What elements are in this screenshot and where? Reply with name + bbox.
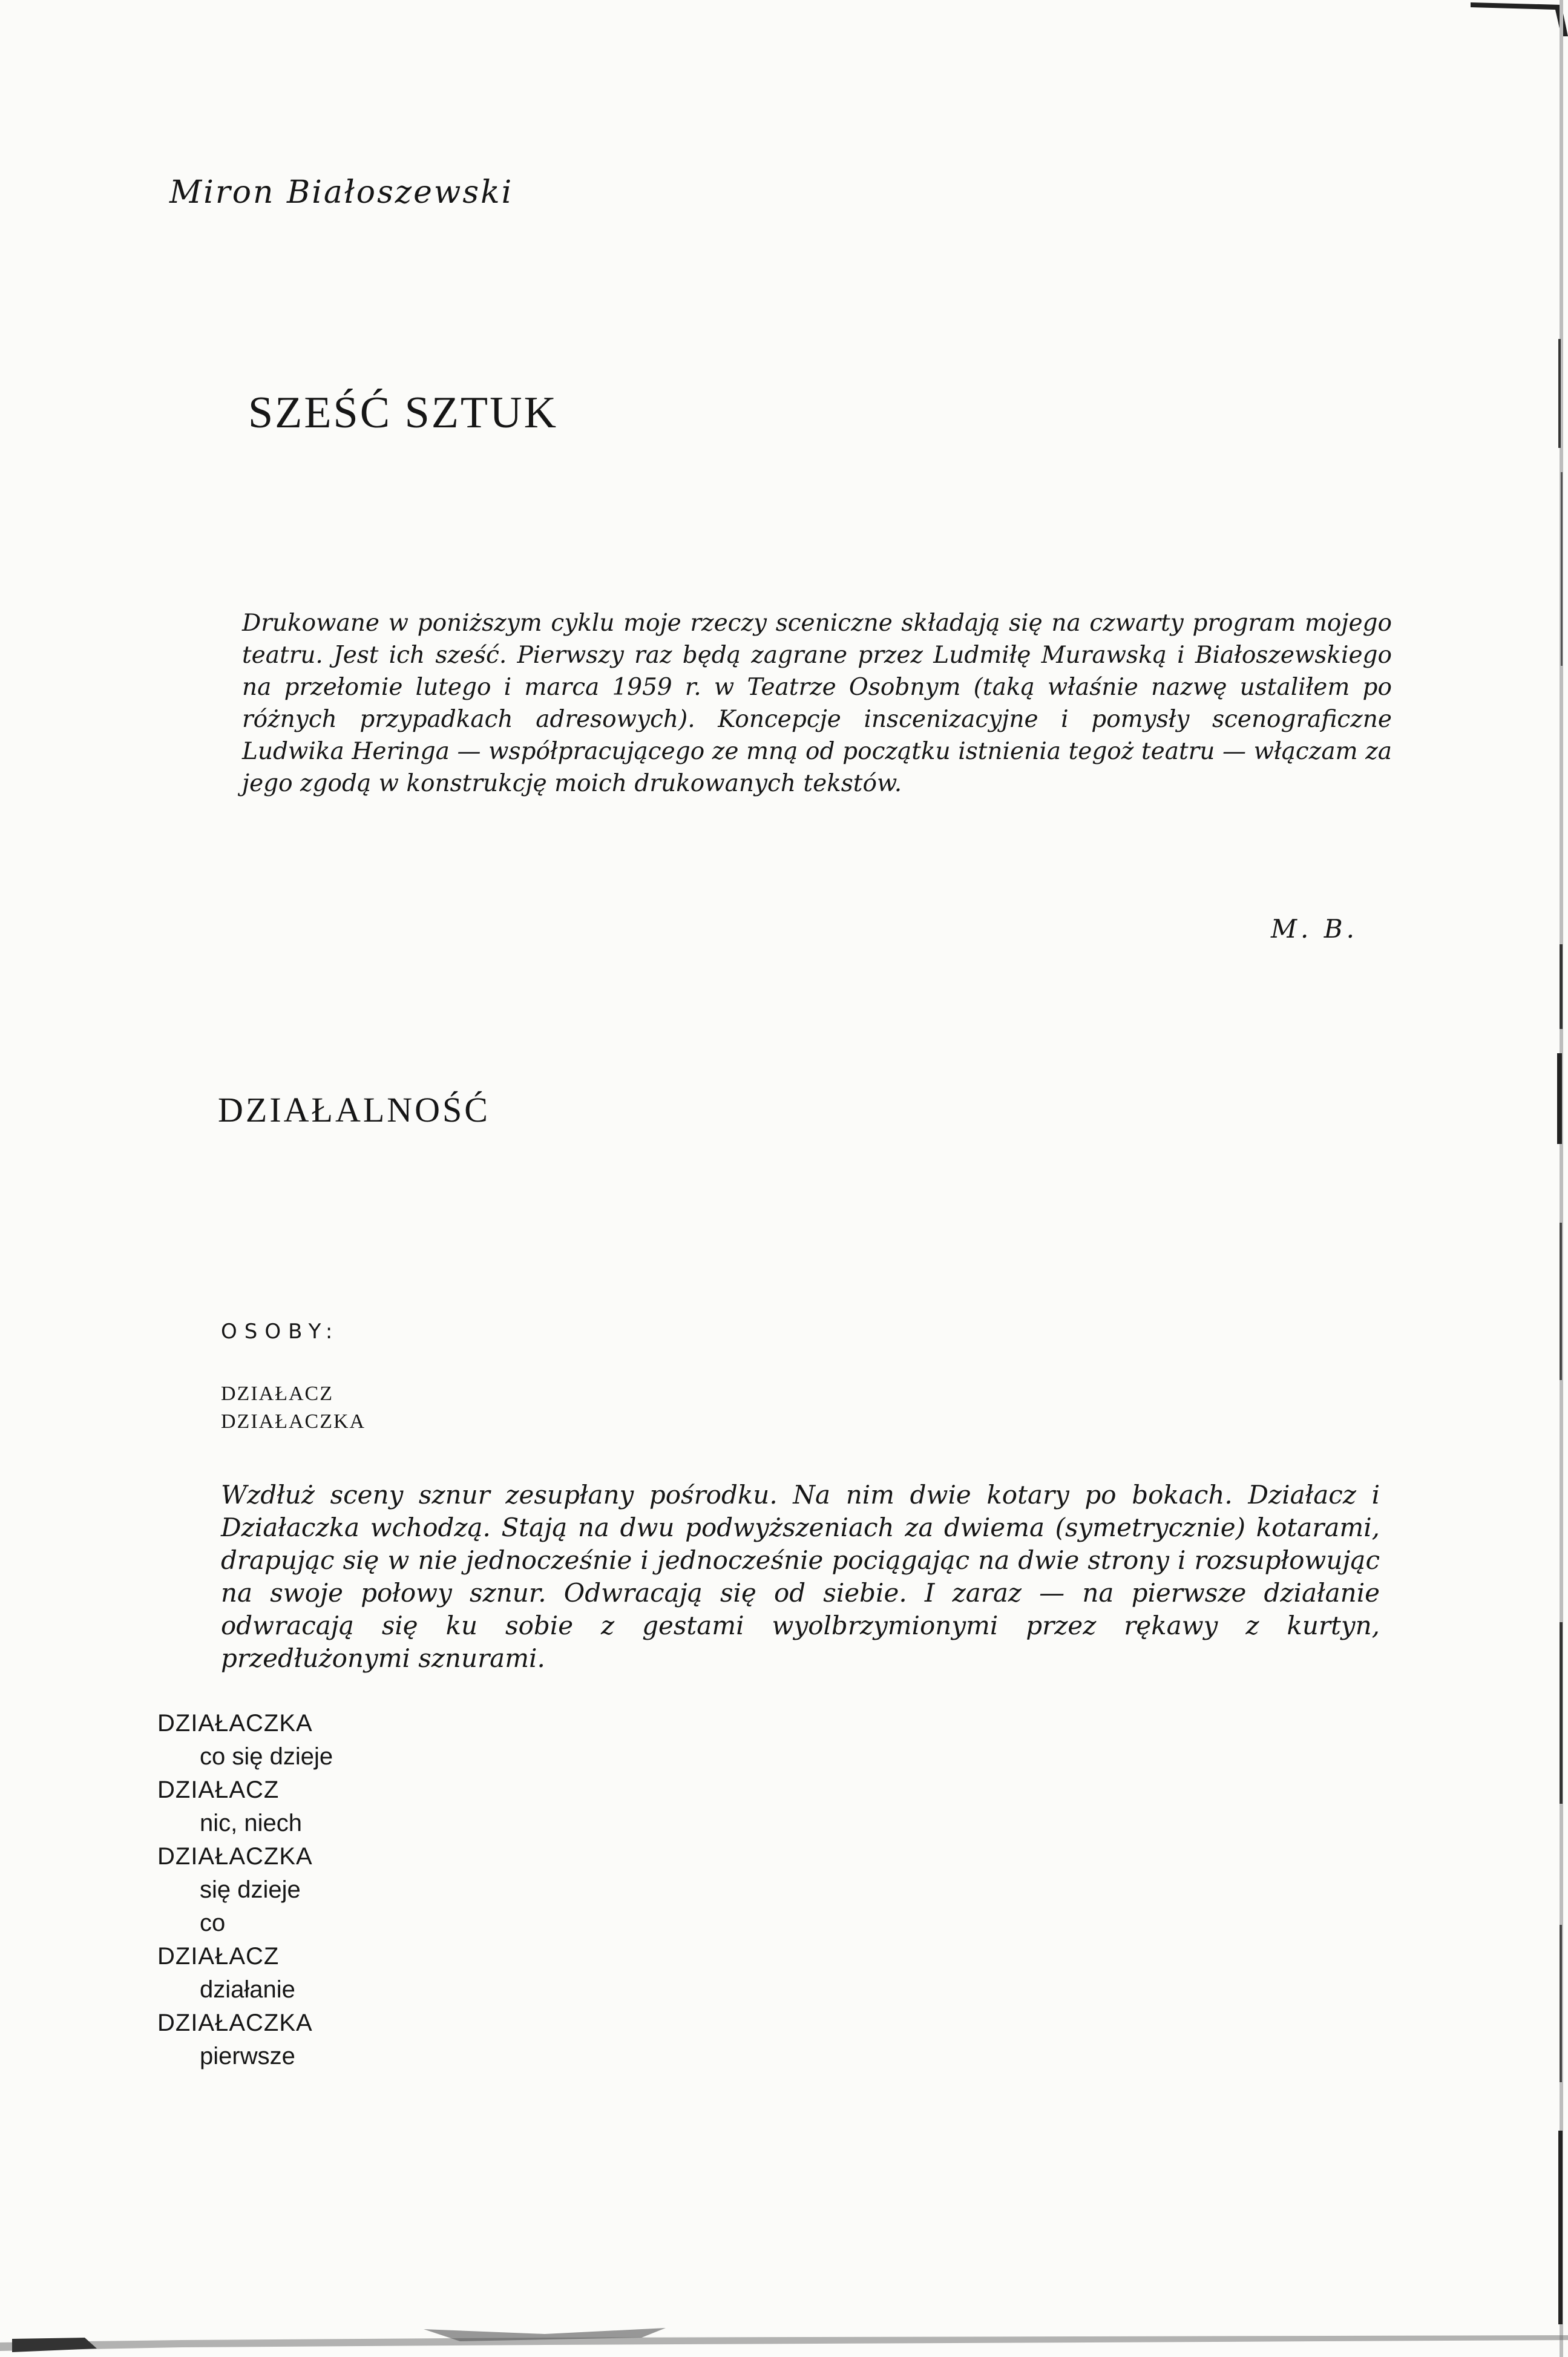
dialogue-line: co xyxy=(200,1910,226,1936)
dialogue-line: działanie xyxy=(200,1976,295,2003)
scan-edge-bottom xyxy=(0,2324,1568,2357)
dialogue-line: pierwsze xyxy=(200,2043,295,2069)
speaker-name: DZIAŁACZ xyxy=(157,1943,280,1970)
intro-paragraph: Drukowane w poniższym cyklu moje rzeczy sceniczne składają się na czwarty program mojego teatru. Jest ich sześć. Pierwszy raz będą zagrane przez Ludmiłę Murawską i Białoszewskiego na przełomie lutego i marca 1959 r. w Teatrze Osobnym (taką właśnie nazwę ustaliłem po różnych przypadkach adresowych). Koncepcje inscenizacyjne i pomysły scenograficzne Ludwika Heringa — współpracującego ze mną od początku istnienia tegoż teatru — włączam za jego zgodą w konstrukcję moich drukowanych tekstów. xyxy=(242,610,1392,797)
dialogue-line: się dzieje xyxy=(200,1876,301,1903)
author-name: Miron Białoszewski xyxy=(169,174,514,211)
play-title: DZIAŁALNOŚĆ xyxy=(218,1090,490,1129)
scan-edge-right xyxy=(1546,0,1568,2357)
dialogue-line: co się dzieje xyxy=(200,1743,333,1770)
collection-title: SZEŚĆ SZTUK xyxy=(248,388,559,438)
speaker-name: DZIAŁACZKA xyxy=(157,1710,313,1737)
persons-label: OSOBY: xyxy=(221,1320,340,1344)
dialogue xyxy=(151,1707,333,2073)
person-item: DZIAŁACZKA xyxy=(221,1410,366,1433)
stage-direction: Wzdłuż sceny sznur zesupłany pośrodku. Na nim dwie kotary po bokach. Działacz i Działaczka wchodzą. Stają na dwu podwyższeniach za dwiema (symetrycznie) kotarami, drapując się w nie jednocześnie i jednocześnie pociągając na dwie strony i rozsupłowując na swoje połowy sznur. Odwracają się od siebie. I zaraz — na pierwsze działanie odwracają się ku sobie z gestami wyolbrzymionymi przez rękawy z kurtyn, przedłużonymi sznurami. xyxy=(221,1480,1380,1673)
speaker-name: DZIAŁACZKA xyxy=(157,2010,313,2036)
speaker-name: DZIAŁACZKA xyxy=(157,1843,313,1870)
speaker-name: DZIAŁACZ xyxy=(157,1777,280,1803)
author-initials: M. B. xyxy=(1271,914,1358,944)
dialogue-line: nic, niech xyxy=(200,1810,302,1836)
persons-list xyxy=(221,1380,366,1436)
person-item: DZIAŁACZ xyxy=(221,1382,333,1405)
